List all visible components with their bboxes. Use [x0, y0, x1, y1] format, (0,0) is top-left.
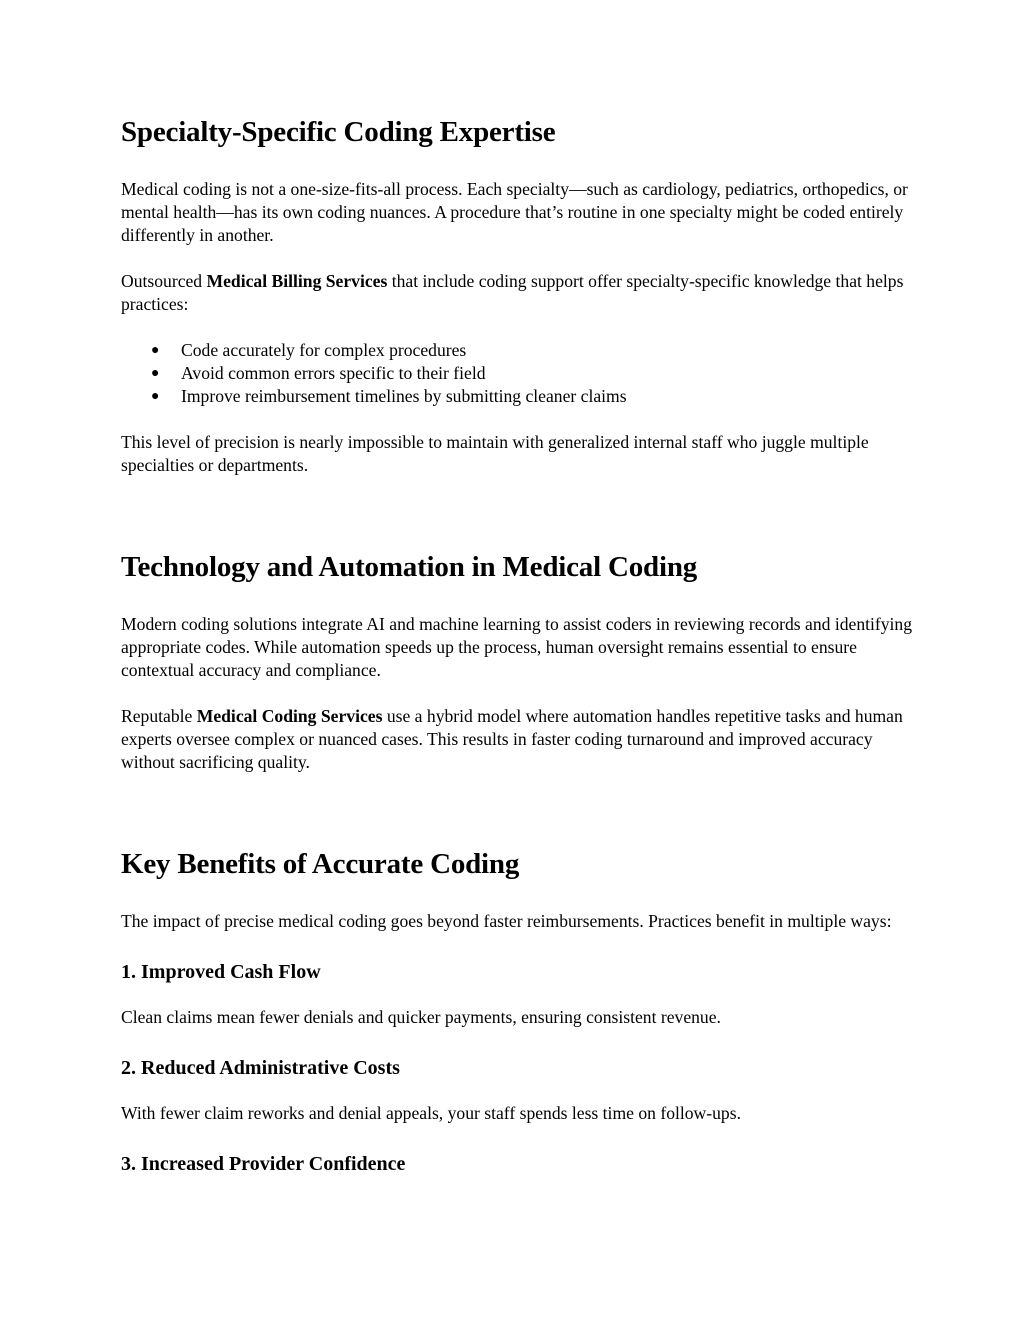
list-item [121, 362, 921, 385]
paragraph-specialty-precision: This level of precision is nearly impossible to maintain with generalized internal staff who juggle multiple specialties or departments. [121, 432, 869, 475]
text-suffix: that include coding support offer specialty-specific knowledge that helps practices: [121, 271, 904, 314]
bold-term-medical-billing-services: Medical Billing Services [206, 271, 388, 291]
text-prefix: Reputable [121, 706, 197, 726]
paragraph-technology-hybrid [121, 705, 921, 774]
bold-term-medical-coding-services: Medical Coding Services [196, 706, 383, 726]
subheading-provider-confidence: 3. Increased Provider Confidence [121, 1153, 406, 1175]
paragraph-specialty-intro: Medical coding is not a one-size-fits-all process. Each specialty—such as cardiology, pediatrics, orthopedics, or mental health—has its own coding nuances. A procedure that’s routine in one specialty might be coded entirely differently in another. [121, 179, 908, 245]
bullet-icon: ● [151, 366, 160, 381]
bullet-icon: ● [151, 343, 160, 358]
paragraph-specialty-outsourced [121, 270, 921, 316]
bullet-icon: ● [151, 389, 160, 404]
list-item-text: Code accurately for complex procedures [181, 340, 467, 360]
text-prefix: Outsourced [121, 271, 207, 291]
text-suffix: use a hybrid model where automation handles repetitive tasks and human experts oversee complex or nuanced cases. This results in faster coding turnaround and improved accuracy without sacrificing quality. [121, 706, 903, 772]
paragraph-cash-flow: Clean claims mean fewer denials and quicker payments, ensuring consistent revenue. [121, 1007, 721, 1027]
list-item-text: Avoid common errors specific to their field [181, 363, 486, 383]
list-item [121, 339, 921, 362]
paragraph-technology-intro: Modern coding solutions integrate AI and machine learning to assist coders in reviewing records and identifying appropriate codes. While automation speeds up the process, human oversight remains essential to ensure contextual accuracy and compliance. [121, 614, 913, 680]
section-heading-specialty: Specialty-Specific Coding Expertise [121, 116, 556, 148]
paragraph-benefits-intro: The impact of precise medical coding goes beyond faster reimbursements. Practices benefit in multiple ways: [121, 911, 892, 931]
section-heading-benefits: Key Benefits of Accurate Coding [121, 848, 520, 880]
section-heading-technology: Technology and Automation in Medical Coding [121, 551, 698, 583]
bullet-list [121, 339, 921, 408]
list-item-text: Improve reimbursement timelines by submitting cleaner claims [181, 386, 627, 406]
subheading-reduced-costs: 2. Reduced Administrative Costs [121, 1057, 400, 1079]
document-page [121, 112, 921, 1178]
subheading-improved-cash-flow: 1. Improved Cash Flow [121, 961, 321, 983]
list-item [121, 385, 921, 408]
paragraph-reduced-costs: With fewer claim reworks and denial appeals, your staff spends less time on follow-ups. [121, 1103, 741, 1123]
